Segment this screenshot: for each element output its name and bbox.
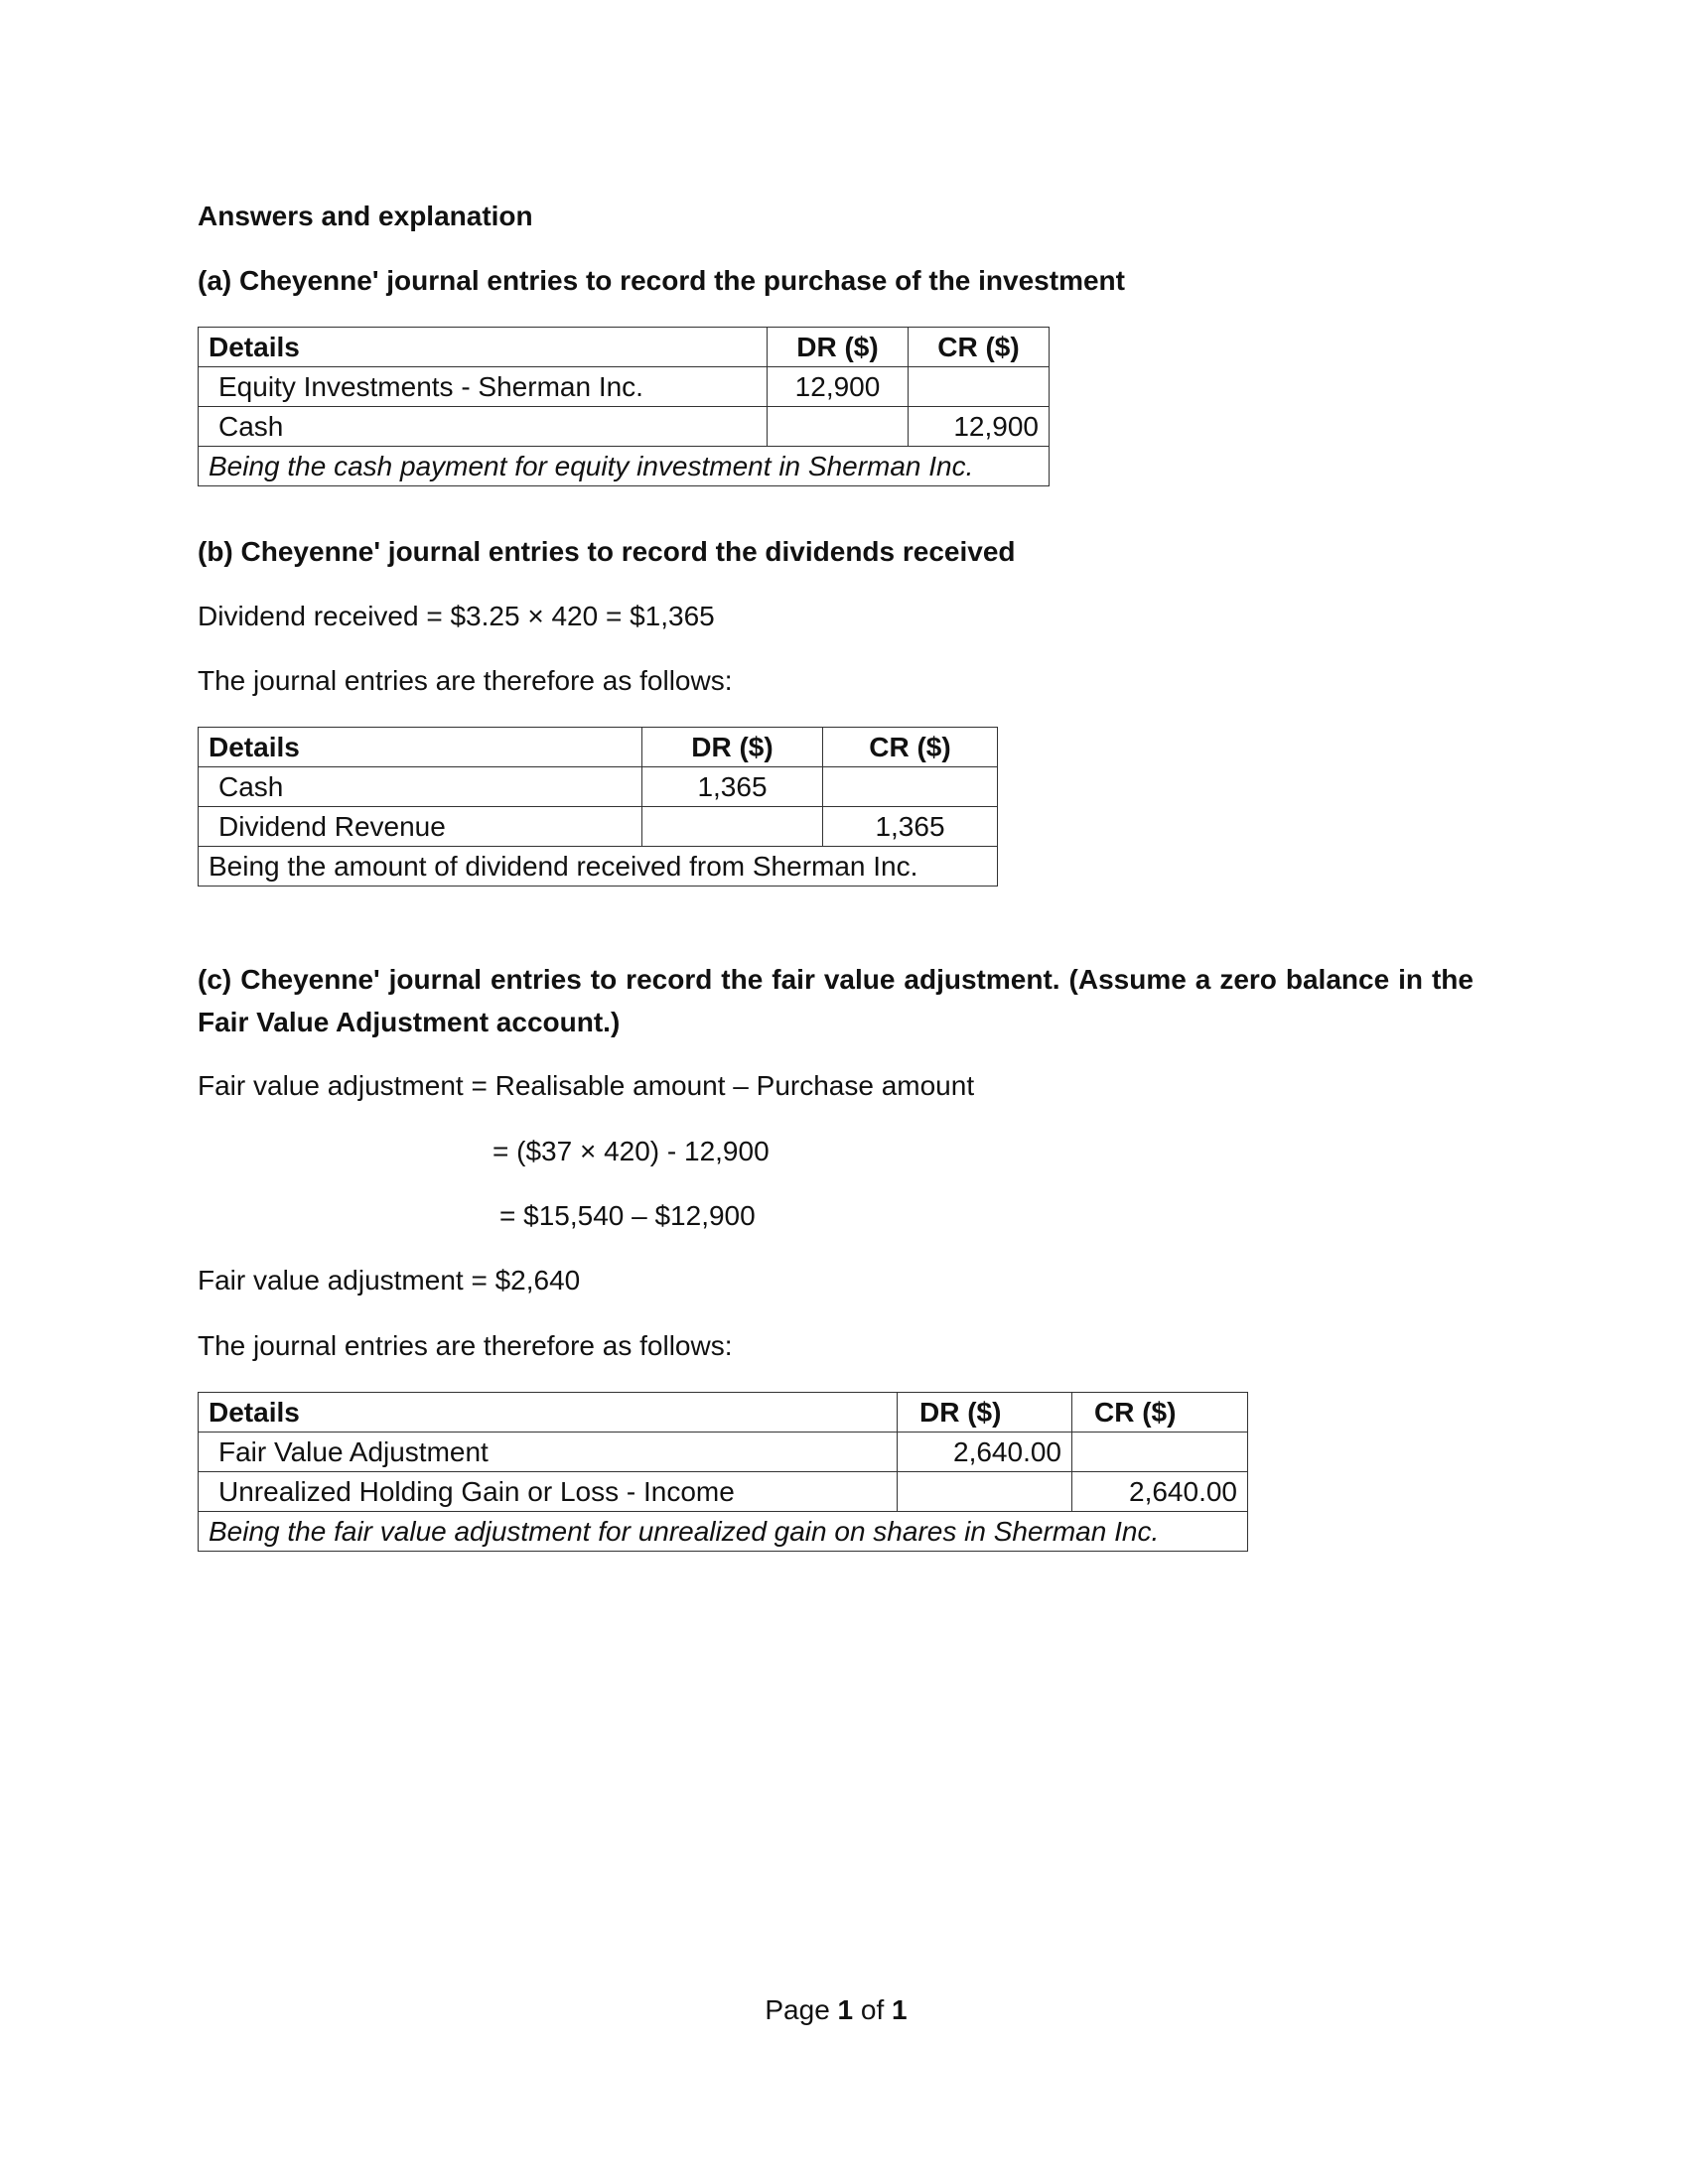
header-cr: CR ($) (1072, 1393, 1248, 1433)
credit-amount: 12,900 (909, 407, 1050, 447)
table-row (199, 407, 1050, 447)
fair-value-step-2: = $15,540 – $12,900 (499, 1200, 756, 1231)
narration-row (199, 847, 998, 887)
table-header-row (199, 1393, 1248, 1433)
journal-table-b (198, 727, 998, 887)
fair-value-step-1: = ($37 × 420) - 12,900 (492, 1136, 770, 1166)
narration: Being the cash payment for equity investment in Sherman Inc. (199, 447, 1050, 486)
part-a-heading: (a) Cheyenne' journal entries to record the purchase of the investment (198, 265, 1125, 296)
header-dr: DR ($) (898, 1393, 1072, 1433)
narration: Being the amount of dividend received from Sherman Inc. (199, 847, 998, 887)
table-row (199, 1433, 1248, 1472)
debit-amount (768, 407, 909, 447)
debit-amount: 1,365 (642, 767, 823, 807)
table-row (199, 807, 998, 847)
account-name: Fair Value Adjustment (199, 1433, 898, 1472)
credit-amount (1072, 1433, 1248, 1472)
part-c-heading: (c) Cheyenne' journal entries to record the fair value adjustment. (Assume a zero balance in the Fair Value Adjustment account.) (198, 964, 1474, 1037)
account-name: Equity Investments - Sherman Inc. (199, 367, 768, 407)
total-pages: 1 (892, 1994, 908, 2025)
debit-amount (898, 1472, 1072, 1512)
page-of: of (853, 1994, 893, 2025)
debit-amount (642, 807, 823, 847)
account-name: Unrealized Holding Gain or Loss - Income (199, 1472, 898, 1512)
credit-amount (823, 767, 998, 807)
header-cr: CR ($) (909, 328, 1050, 367)
current-page: 1 (837, 1994, 854, 2025)
journal-intro: The journal entries are therefore as follows: (198, 1330, 733, 1361)
account-name: Cash (199, 767, 642, 807)
narration-row (199, 447, 1050, 486)
table-row (199, 1472, 1248, 1512)
header-details: Details (199, 1393, 898, 1433)
fair-value-result: Fair value adjustment = $2,640 (198, 1265, 581, 1296)
narration-row (199, 1512, 1248, 1552)
header-cr: CR ($) (823, 728, 998, 767)
header-details: Details (199, 728, 642, 767)
credit-amount (909, 367, 1050, 407)
journal-table-a (198, 327, 1050, 486)
page-title: Answers and explanation (198, 201, 533, 231)
journal-intro: The journal entries are therefore as follows: (198, 665, 733, 696)
journal-table-c (198, 1392, 1248, 1552)
table-header-row (199, 728, 998, 767)
account-name: Dividend Revenue (199, 807, 642, 847)
table-header-row (199, 328, 1050, 367)
account-name: Cash (199, 407, 768, 447)
header-details: Details (199, 328, 768, 367)
debit-amount: 12,900 (768, 367, 909, 407)
table-row (199, 767, 998, 807)
debit-amount: 2,640.00 (898, 1433, 1072, 1472)
page-prefix: Page (765, 1994, 838, 2025)
page-number (0, 1993, 1672, 2027)
header-dr: DR ($) (768, 328, 909, 367)
credit-amount: 1,365 (823, 807, 998, 847)
narration: Being the fair value adjustment for unrealized gain on shares in Sherman Inc. (199, 1512, 1248, 1552)
table-row (199, 367, 1050, 407)
fair-value-formula: Fair value adjustment = Realisable amount – Purchase amount (198, 1070, 975, 1101)
part-b-heading: (b) Cheyenne' journal entries to record the dividends received (198, 536, 1016, 567)
dividend-calculation: Dividend received = $3.25 × 420 = $1,365 (198, 601, 715, 631)
credit-amount: 2,640.00 (1072, 1472, 1248, 1512)
header-dr: DR ($) (642, 728, 823, 767)
